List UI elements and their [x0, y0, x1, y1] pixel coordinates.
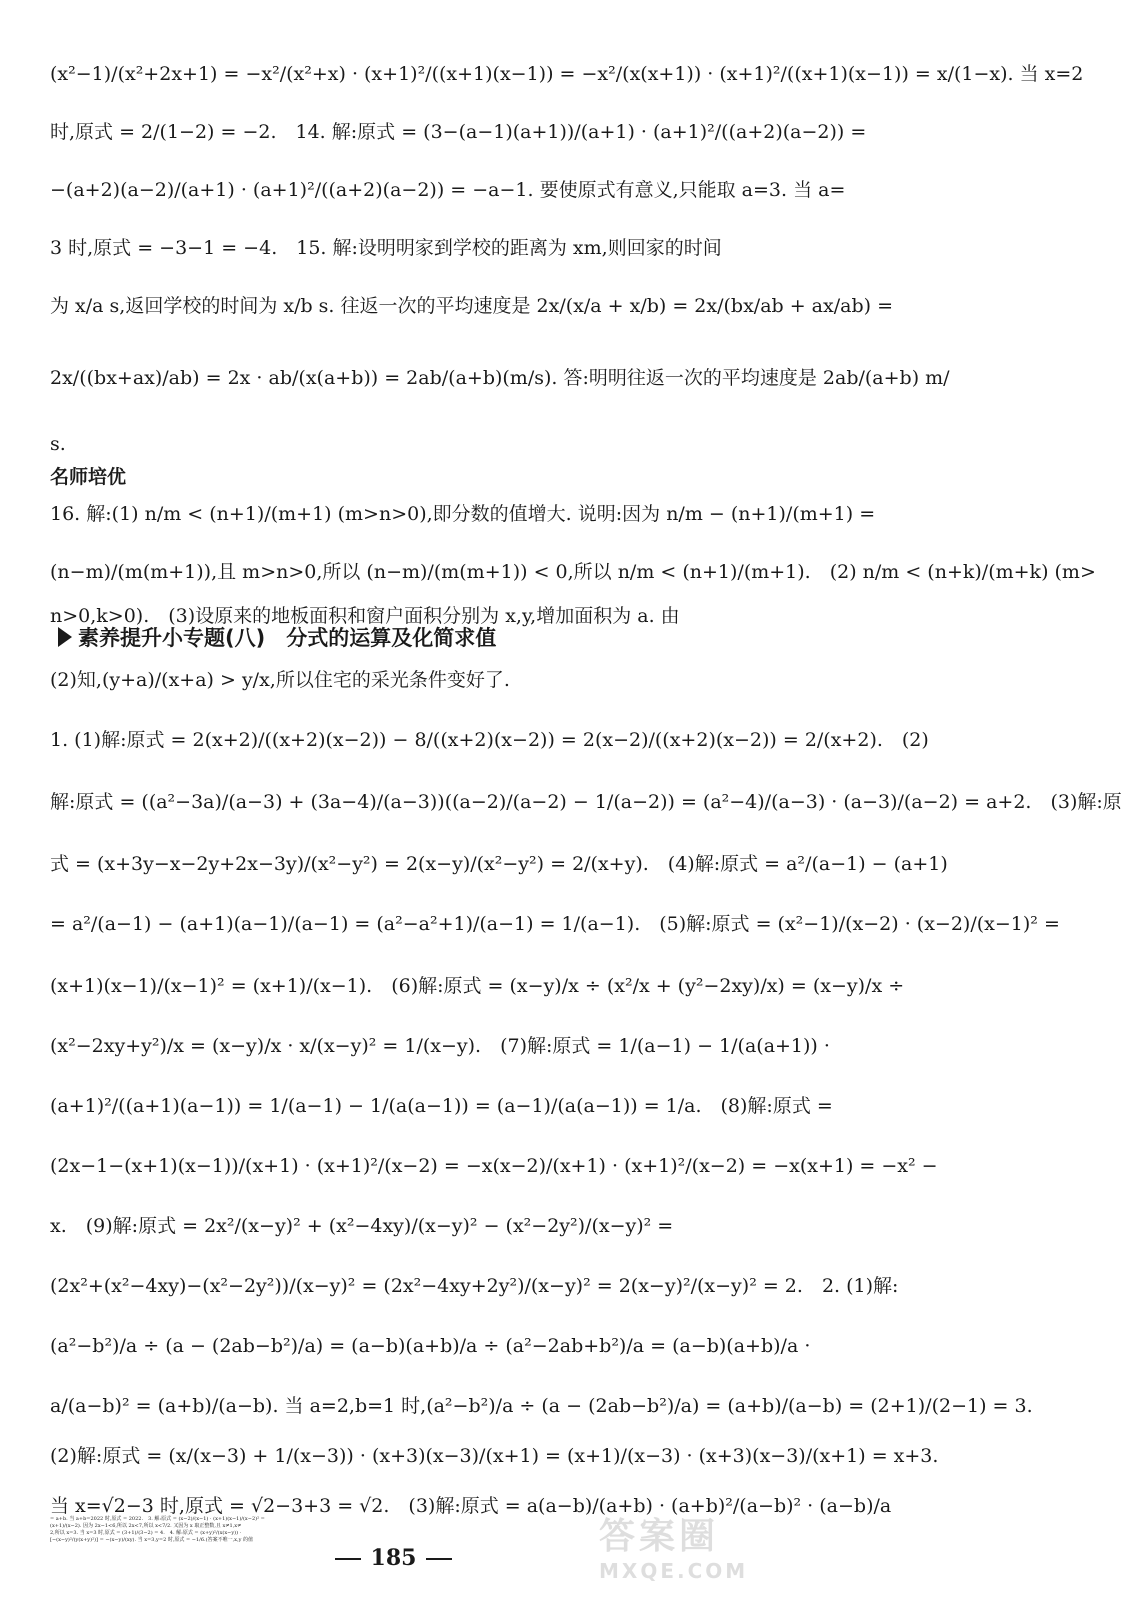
dash-left-icon [335, 1558, 361, 1560]
text-line: = a²/(a−1) − (a+1)(a−1)/(a−1) = (a²−a²+1)/(a−1) = 1/(a−1). (5)解:原式 = (x²−1)/(x−2) · (x−2)/(x−1)² = [50, 913, 1060, 935]
text-line: (x²−2xy+y²)/x = (x−y)/x · x/(x−y)² = 1/(x−y). (7)解:原式 = 1/(a−1) − 1/(a(a+1)) · [50, 1035, 830, 1057]
text-line: (2)知,(y+a)/(x+a) > y/x,所以住宅的采光条件变好了. [50, 669, 510, 691]
watermark-bottom: MXQE.COM [599, 1559, 749, 1583]
text-line: 为 x/a s,返回学校的时间为 x/b s. 往返一次的平均速度是 2x/(x/a + x/b) = 2x/(bx/ab + ax/ab) = [50, 295, 893, 317]
text-line: n>0,k>0). (3)设原来的地板面积和窗户面积分别为 x,y,增加面积为 a. 由 [50, 605, 680, 627]
section-title-text: 素养提升小专题(八) 分式的运算及化简求值 [78, 626, 497, 650]
text-line: [−(x−y)²/(y(x+y)²)] = −(x−y)/(xy). 当 x=3,y=2 时,原式 = −1/6.(答案不唯一,x,y 的值 [50, 1537, 253, 1543]
text-line: s. [50, 433, 66, 455]
text-line: (2x²+(x²−4xy)−(x²−2y²))/(x−y)² = (2x²−4xy+2y²)/(x−y)² = 2(x−y)²/(x−y)² = 2. 2. (1)解: [50, 1275, 899, 1297]
text-line: (n−m)/(m(m+1)),且 m>n>0,所以 (n−m)/(m(m+1)) < 0,所以 n/m < (n+1)/(m+1). (2) n/m < (n+k)/(m+k) (m> [50, 561, 1096, 583]
text-line: −(a+2)(a−2)/(a+1) · (a+1)²/((a+2)(a−2)) = −a−1. 要使原式有意义,只能取 a=3. 当 a= [50, 179, 846, 201]
page-number-text: 185 [370, 1545, 417, 1571]
text-line: 3 时,原式 = −3−1 = −4. 15. 解:设明明家到学校的距离为 xm,则回家的时间 [50, 237, 722, 259]
triangle-bullet-icon [58, 627, 72, 647]
text-line: a/(a−b)² = (a+b)/(a−b). 当 a=2,b=1 时,(a²−b²)/a ÷ (a − (2ab−b²)/a) = (a+b)/(a−b) = (2+1)/(2−1) = 3. [50, 1395, 1033, 1417]
text-line: = a+b. 当 a+b=2022 时,原式 = 2022. 3. 解:原式 = (x−2)/(x−1) · (x+1)(x−1)/(x−2)² = [50, 1516, 265, 1522]
dash-right-icon [426, 1558, 452, 1560]
section-title [58, 622, 496, 652]
text-line: (x+1)(x−1)/(x−1)² = (x+1)/(x−1). (6)解:原式 = (x−y)/x ÷ (x²/x + (y²−2xy)/x) = (x−y)/x ÷ [50, 975, 905, 997]
text-line: 1. (1)解:原式 = 2(x+2)/((x+2)(x−2)) − 8/((x+2)(x−2)) = 2(x−2)/((x+2)(x−2)) = 2/(x+2). (2) [50, 729, 929, 751]
text-line: 解:原式 = ((a²−3a)/(a−3) + (3a−4)/(a−3))((a−2)/(a−2) − 1/(a−2)) = (a²−4)/(a−3) · (a−3)/(a−2) = a+2. (3)解:原 [50, 791, 1122, 813]
text-line: (a+1)²/((a+1)(a−1)) = 1/(a−1) − 1/(a(a−1)) = (a−1)/(a(a−1)) = 1/a. (8)解:原式 = [50, 1095, 833, 1117]
text-line: (x+1)/(x−2). 因为 2x−1<6,所以 2x<7,所以 x<7/2. 又因为 x 取正整数,且 x≠1,x≠ [50, 1523, 242, 1529]
text-line: 时,原式 = 2/(1−2) = −2. 14. 解:原式 = (3−(a−1)(a+1))/(a+1) · (a+1)²/((a+2)(a−2)) = [50, 121, 867, 143]
text-line: 16. 解:(1) n/m < (n+1)/(m+1) (m>n>0),即分数的值增大. 说明:因为 n/m − (n+1)/(m+1) = [50, 503, 876, 525]
text-line: (a²−b²)/a ÷ (a − (2ab−b²)/a) = (a−b)(a+b)/a ÷ (a²−2ab+b²)/a = (a−b)(a+b)/a · [50, 1335, 811, 1357]
section-heading-mingshi: 名师培优 [50, 466, 127, 488]
watermark-logo [599, 1508, 769, 1583]
text-line: 2,所以 x=3. 当 x=3 时,原式 = (3+1)/(3−2) = 4. 4. 解:原式 = (x+y)²/(x(x−y)) · [50, 1530, 242, 1536]
text-line: (2)解:原式 = (x/(x−3) + 1/(x−3)) · (x+3)(x−3)/(x+1) = (x+1)/(x−3) · (x+3)(x−3)/(x+1) = x+3. [50, 1445, 939, 1467]
text-line: 当 x=√2−3 时,原式 = √2−3+3 = √2. (3)解:原式 = a(a−b)/(a+b) · (a+b)²/(a−b)² · (a−b)/a [50, 1495, 892, 1517]
text-line: (2x−1−(x+1)(x−1))/(x+1) · (x+1)²/(x−2) = −x(x−2)/(x+1) · (x+1)²/(x−2) = −x(x+1) = −x² − [50, 1155, 938, 1177]
text-line: 式 = (x+3y−x−2y+2x−3y)/(x²−y²) = 2(x−y)/(x²−y²) = 2/(x+y). (4)解:原式 = a²/(a−1) − (a+1) [50, 853, 948, 875]
text-line: (x²−1)/(x²+2x+1) = −x²/(x²+x) · (x+1)²/((x+1)(x−1)) = −x²/(x(x+1)) · (x+1)²/((x+1)(x−1)) = x/(1−x). 当 x=2 [50, 63, 1084, 85]
text-line: 2x/((bx+ax)/ab) = 2x · ab/(x(a+b)) = 2ab/(a+b)(m/s). 答:明明往返一次的平均速度是 2ab/(a+b) m/ [50, 367, 950, 389]
text-line: x. (9)解:原式 = 2x²/(x−y)² + (x²−4xy)/(x−y)² − (x²−2y²)/(x−y)² = [50, 1215, 674, 1237]
watermark-top: 答案圈 [599, 1516, 720, 1557]
